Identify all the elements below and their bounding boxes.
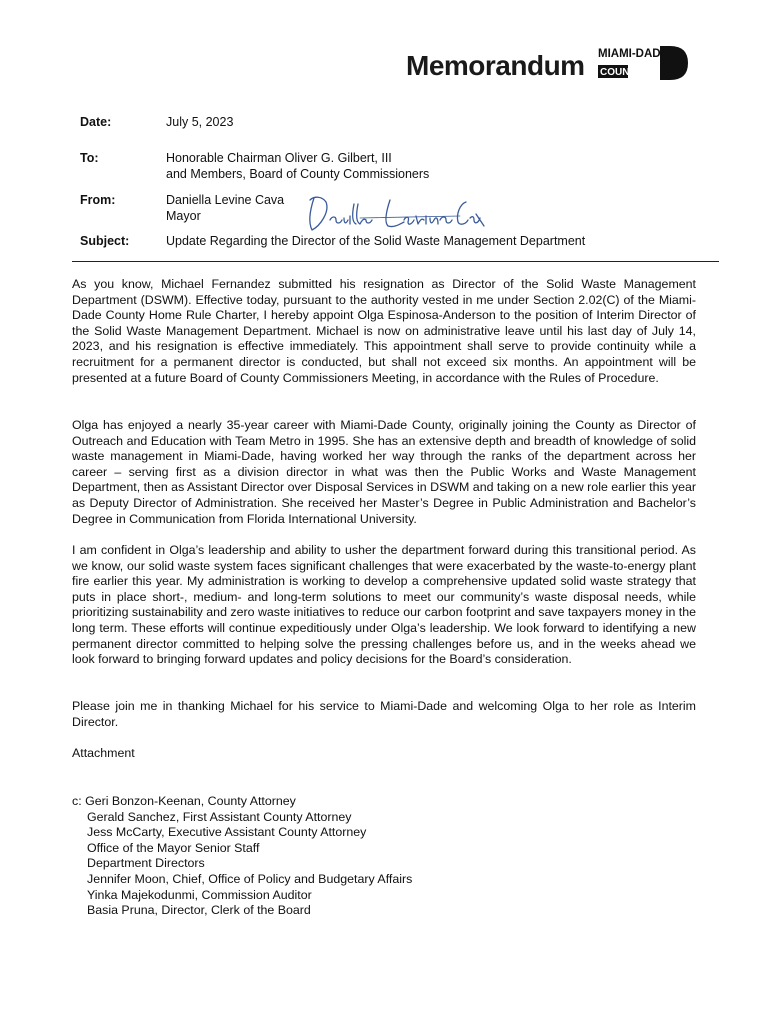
logo-line2: COUNTY	[600, 67, 643, 78]
subject-value: Update Regarding the Director of the Solid Waste Management Department	[166, 234, 586, 248]
paragraph-olga-career: Olga has enjoyed a nearly 35-year career with Miami-Dade County, originally joining the County as Director of Outreach and Education with Team Metro in 1995. She has an extensive depth and breadth of knowledge of solid waste management in Miami-Dade, having worked her way through the ranks of the department across her career – serving first as a division director in what was then the Public Works and Waste Management Department, then as Assistant Director over Disposal Services in DSWM and taking on a new role earlier this year as Deputy Director of Administration. She received her Master’s Degree in Public Administration and Bachelor’s Degree in Communication from Florida International University.	[72, 418, 696, 526]
cc-item: Jess McCarty, Executive Assistant County Attorney	[87, 825, 367, 840]
logo-line1: MIAMI-DADE	[598, 48, 669, 60]
to-line1: Honorable Chairman Oliver G. Gilbert, III	[166, 151, 392, 165]
memo-title: Memorandum	[406, 50, 585, 81]
cc-item: Jennifer Moon, Chief, Office of Policy and Budgetary Affairs	[87, 871, 413, 886]
attachment-note	[72, 746, 696, 762]
from-line2: Mayor	[166, 209, 201, 223]
cc-item: Gerald Sanchez, First Assistant County Attorney	[87, 809, 352, 824]
cc-list	[72, 794, 412, 919]
cc-item: Department Directors	[87, 856, 205, 871]
paragraph-thanks: Please join me in thanking Michael for his service to Miami-Dade and welcoming Olga to her role as Interim Director.	[72, 699, 696, 729]
subject-label: Subject:	[80, 234, 130, 248]
cc-item: Yinka Majekodunmi, Commission Auditor	[87, 887, 312, 902]
body-paragraph-3	[72, 543, 696, 668]
paragraph-confidence: I am confident in Olga’s leadership and ability to usher the department forward during this transitional period. As we know, our solid waste system faces significant challenges that were exacerbated by the waste-to-energy plant fire earlier this year. My administration is working to develop a comprehensive updated solid waste strategy that puts in place short-, medium- and long-term solutions to meet our community’s waste disposal needs, while prioritizing sustainability and zero waste initiatives to reduce our carbon footprint and save taxpayers money in the long term. These efforts will continue expeditiously under Olga’s leadership. We look forward to identifying a new permanent director committed to helping solve the pressing challenges before us, and in the weeks ahead we look forward to bringing forward updates and policy decisions for the Board’s consideration.	[72, 543, 696, 667]
from-line1: Daniella Levine Cava	[166, 193, 285, 207]
cc-item: Basia Pruna, Director, Clerk of the Board	[87, 903, 311, 918]
to-line2: and Members, Board of County Commissioners	[166, 167, 430, 181]
body-paragraph-4	[72, 699, 696, 730]
mayor-signature	[300, 190, 485, 238]
body-paragraph-2	[72, 418, 696, 527]
cc-item: Office of the Mayor Senior Staff	[87, 840, 260, 855]
date-value: July 5, 2023	[166, 115, 234, 129]
from-label: From:	[80, 193, 116, 207]
paragraph-resignation: As you know, Michael Fernandez submitted his resignation as Director of the Solid Waste Management Department (DSWM). Effective today, pursuant to the authority vested in me under Section 2.02(C) of the Miami-Dade County Home Rule Charter, I hereby appoint Olga Espinosa-Anderson to the position of Interim Director of the Solid Waste Management Department. Michael is now on administrative leave until his last day of July 14, 2023, and his resignation is effective immediately. This appointment shall serve to provide continuity while a recruitment for a permanent director is conducted, but shall not exceed six months. An appointment will be presented at a future Board of County Commissioners Meeting, in accordance with the Rules of Procedure.	[72, 277, 696, 385]
cc-first: c: Geri Bonzon-Keenan, County Attorney	[72, 794, 296, 808]
body-paragraph-1	[72, 277, 696, 386]
date-label: Date:	[80, 115, 112, 129]
header-divider	[72, 261, 719, 262]
attachment-label: Attachment	[72, 746, 135, 760]
to-label: To:	[80, 151, 99, 165]
miami-dade-county-logo	[598, 44, 690, 82]
